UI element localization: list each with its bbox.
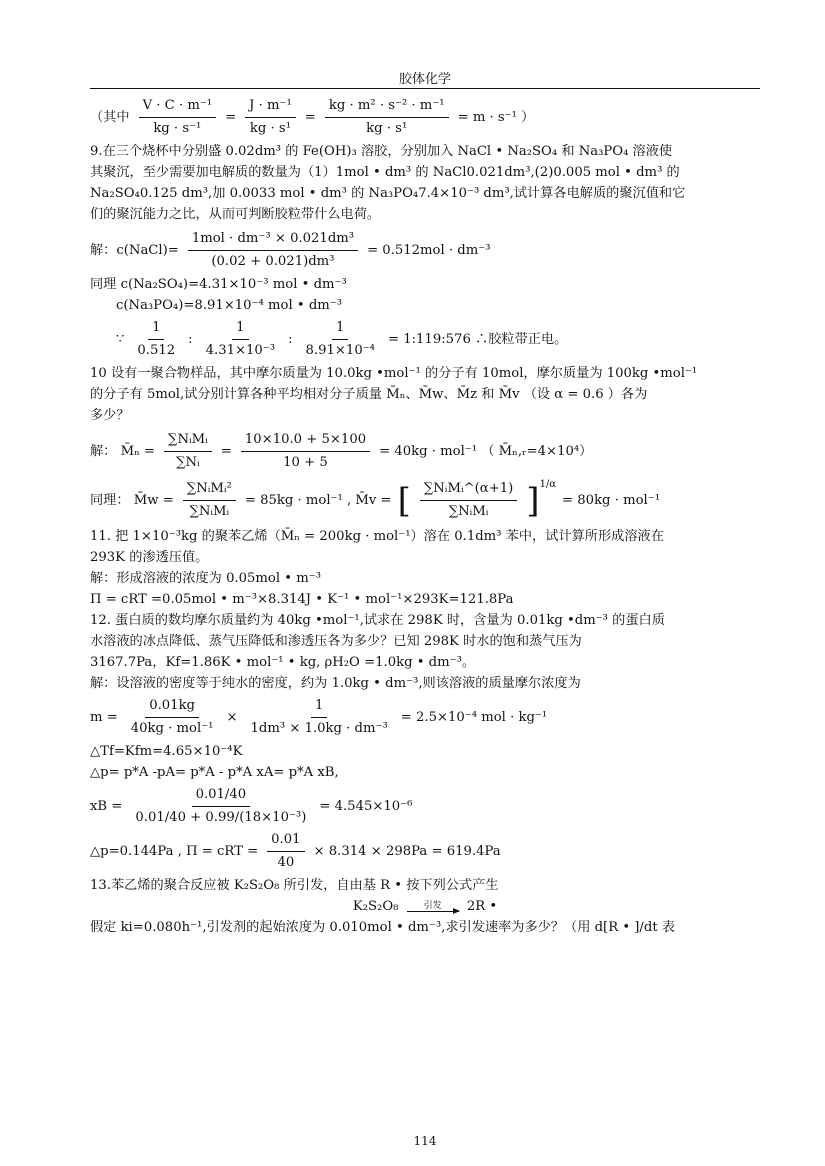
times-sign: × — [226, 710, 238, 725]
right-bracket: ] — [526, 480, 540, 521]
arrow-label: 引发 — [423, 901, 442, 911]
text: = 0.512mol · dm⁻³ — [367, 243, 491, 258]
question-10-line-3: 多少？ — [90, 408, 130, 423]
solution-9-line-3: c(Na₃PO₄)=8.91×10⁻⁴ mol • dm⁻³ — [116, 298, 343, 313]
fraction — [127, 696, 218, 739]
text: = 1:119:576 ∴胶粒带正电。 — [387, 332, 568, 347]
denominator: kg · s¹ — [249, 121, 291, 136]
solution-12-vapor: △p= p*A -pA= p*A - p*A xA= p*A xB, — [90, 765, 339, 780]
solution-12-freezing: △Tf=Kfm=4.65×10⁻⁴K — [90, 744, 243, 759]
denominator: ∑Nᵢ — [176, 455, 200, 470]
page-number: 114 — [413, 1134, 437, 1148]
fraction — [247, 696, 392, 739]
question-12-line-2: 水溶液的冰点降低、蒸气压降低和渗透压各为多少？已知 298K 时水的饱和蒸气压为 — [90, 634, 582, 649]
solution-9-line-2: 同理 c(Na₂SO₄)=4.31×10⁻³ mol • dm⁻³ — [90, 277, 347, 292]
fraction — [245, 96, 296, 139]
solution-9-ratio — [90, 318, 760, 361]
solution-12-line-1: 解：设溶液的密度等于纯水的密度，约为 1.0kg • dm⁻³,则该溶液的质量摩尔浓度为 — [90, 676, 581, 691]
question-10-line-2: 的分子有 5mol,试分别计算各种平均相对分子质量 M̄ₙ、M̄w、M̄z 和 M̄v （设 α = 0.6 ）各为 — [90, 387, 648, 402]
fraction — [139, 96, 217, 139]
solution-11-line-1: 解：形成溶液的浓度为 0.05mol • m⁻³ — [90, 571, 322, 586]
question-11-line-2: 293K 的渗透压值。 — [90, 550, 209, 565]
denominator: 4.31×10⁻³ — [205, 343, 276, 358]
question-13-reaction — [90, 896, 760, 917]
denominator: 0.01/40 + 0.99/(18×10⁻³) — [135, 810, 307, 825]
reaction-arrow — [407, 901, 459, 912]
left-bracket: [ — [397, 480, 411, 521]
numerator: J · m⁻¹ — [245, 96, 296, 118]
text: 解：c(NaCl)= — [90, 243, 179, 258]
equals: = — [220, 444, 232, 459]
text: xB = — [90, 799, 123, 814]
question-13-line-3: 假定 ki=0.080h⁻¹,引发剂的起始浓度为 0.010mol • dm⁻³,求引发速率为多少？（用 d[R • ]/dt 表 — [90, 920, 675, 935]
text: = 40kg · mol⁻¹ （ M̄ₙ,ᵣ=4×10⁴） — [379, 444, 593, 459]
question-11-line-1: 11. 把 1×10⁻³kg 的聚苯乙烯（M̄ₙ = 200kg · mol⁻¹）溶在 0.1dm³ 苯中，试计算所形成溶液在 — [90, 529, 664, 544]
fraction — [241, 430, 370, 473]
denominator: kg · s⁻¹ — [153, 121, 202, 136]
numerator: 10×10.0 + 5×100 — [241, 430, 370, 452]
numerator: 0.01/40 — [192, 785, 251, 807]
solution-9-equation — [90, 229, 760, 272]
numerator: ∑NᵢMᵢ — [164, 430, 212, 452]
fraction — [164, 430, 212, 473]
denominator: 10 + 5 — [283, 455, 328, 470]
unit-conversion-line — [90, 96, 760, 139]
header-rule — [90, 88, 760, 89]
denominator: ∑NᵢMᵢ — [189, 504, 230, 519]
solution-12-mole-fraction — [90, 785, 760, 828]
fraction — [183, 479, 236, 522]
fraction — [302, 318, 379, 361]
equals: = — [304, 110, 316, 125]
product: 2R • — [466, 899, 498, 914]
text: × 8.314 × 298Pa = 619.4Pa — [313, 844, 501, 859]
text: m = — [90, 710, 118, 725]
text: = 80kg · mol⁻¹ — [562, 493, 660, 508]
text: = m · s⁻¹ ） — [457, 110, 535, 125]
page-header: 胶体化学 — [398, 72, 451, 87]
denominator: kg · s¹ — [366, 121, 408, 136]
fraction — [202, 318, 279, 361]
reactant: K₂S₂O₈ — [352, 899, 399, 914]
question-10-line-1: 10 设有一聚合物样品，其中摩尔质量为 10.0kg •mol⁻¹ 的分子有 10mol，摩尔质量为 100kg •mol⁻¹ — [90, 366, 698, 381]
denominator: 1dm³ × 1.0kg · dm⁻³ — [250, 721, 388, 736]
solution-10-equation-1 — [90, 430, 760, 473]
numerator: 1 — [148, 318, 164, 340]
question-9-line-4: 们的聚沉能力之比，从而可判断胶粒带什么电荷。 — [90, 207, 381, 222]
denominator: 8.91×10⁻⁴ — [305, 343, 375, 358]
denominator: ∑NᵢMᵢ — [448, 504, 489, 519]
numerator: ∑NᵢMᵢ² — [183, 479, 236, 501]
ratio-colon: : — [288, 332, 293, 347]
fraction — [267, 830, 304, 873]
numerator: 0.01 — [267, 830, 304, 852]
question-13-line-1: 13.苯乙烯的聚合反应被 K₂S₂O₈ 所引发，自由基 R • 按下列公式产生 — [90, 878, 499, 893]
numerator: ∑NᵢMᵢ^(α+1) — [420, 479, 517, 501]
fraction — [325, 96, 449, 139]
solution-11-line-2: Π = cRT =0.05mol • m⁻³×8.314J • K⁻¹ • mol⁻¹×293K=121.8Pa — [90, 592, 514, 607]
fraction — [133, 318, 179, 361]
exponent: 1/α — [539, 479, 557, 490]
question-9-line-3: Na₂SO₄0.125 dm³,加 0.0033 mol • dm³ 的 Na₃PO₄7.4×10⁻³ dm³,试计算各电解质的聚沉值和它 — [90, 186, 686, 201]
solution-12-osmotic — [90, 830, 760, 873]
numerator: 1 — [332, 318, 348, 340]
equals: = — [225, 110, 237, 125]
fraction — [188, 229, 358, 272]
solution-12-molality — [90, 696, 760, 739]
question-12-line-1: 12. 蛋白质的数均摩尔质量约为 40kg •mol⁻¹,试求在 298K 时，含量为 0.01kg •dm⁻³ 的蛋白质 — [90, 613, 665, 628]
text: 解： M̄ₙ = — [90, 444, 156, 459]
question-9-line-1: 9.在三个烧杯中分别盛 0.02dm³ 的 Fe(OH)₃ 溶胶，分别加入 NaCl • Na₂SO₄ 和 Na₃PO₄ 溶液使 — [90, 144, 673, 159]
text: = 85kg · mol⁻¹ , M̄v = — [244, 493, 392, 508]
fraction — [131, 785, 310, 828]
text: 同理： M̄w = — [90, 493, 174, 508]
because-symbol: ∵ — [116, 332, 125, 347]
numerator: kg · m² · s⁻² · m⁻¹ — [325, 96, 449, 118]
text: = 2.5×10⁻⁴ mol · kg⁻¹ — [400, 710, 548, 725]
text: （其中 — [90, 110, 130, 125]
text: △p=0.144Pa , Π = cRT = — [90, 844, 259, 859]
numerator: 1 — [232, 318, 248, 340]
arrow-icon — [407, 911, 459, 912]
numerator: V · C · m⁻¹ — [139, 96, 217, 118]
numerator: 0.01kg — [145, 696, 199, 718]
denominator: (0.02 + 0.021)dm³ — [211, 254, 335, 269]
text: = 4.545×10⁻⁶ — [319, 799, 413, 814]
numerator: 1mol · dm⁻³ × 0.021dm³ — [188, 229, 358, 251]
denominator: 40 — [277, 855, 295, 870]
solution-10-equation-2 — [90, 479, 760, 522]
numerator: 1 — [311, 696, 327, 718]
ratio-colon: : — [188, 332, 193, 347]
fraction — [420, 479, 517, 522]
question-12-line-3: 3167.7Pa，Kf=1.86K • mol⁻¹ • kg, ρH₂O =1.0kg • dm⁻³。 — [90, 655, 476, 670]
question-9-line-2: 其聚沉，至少需要加电解质的数量为（1）1mol • dm³ 的 NaCl0.021dm³,(2)0.005 mol • dm³ 的 — [90, 165, 680, 180]
denominator: 0.512 — [137, 343, 176, 358]
denominator: 40kg · mol⁻¹ — [130, 721, 214, 736]
page-content — [90, 94, 760, 938]
